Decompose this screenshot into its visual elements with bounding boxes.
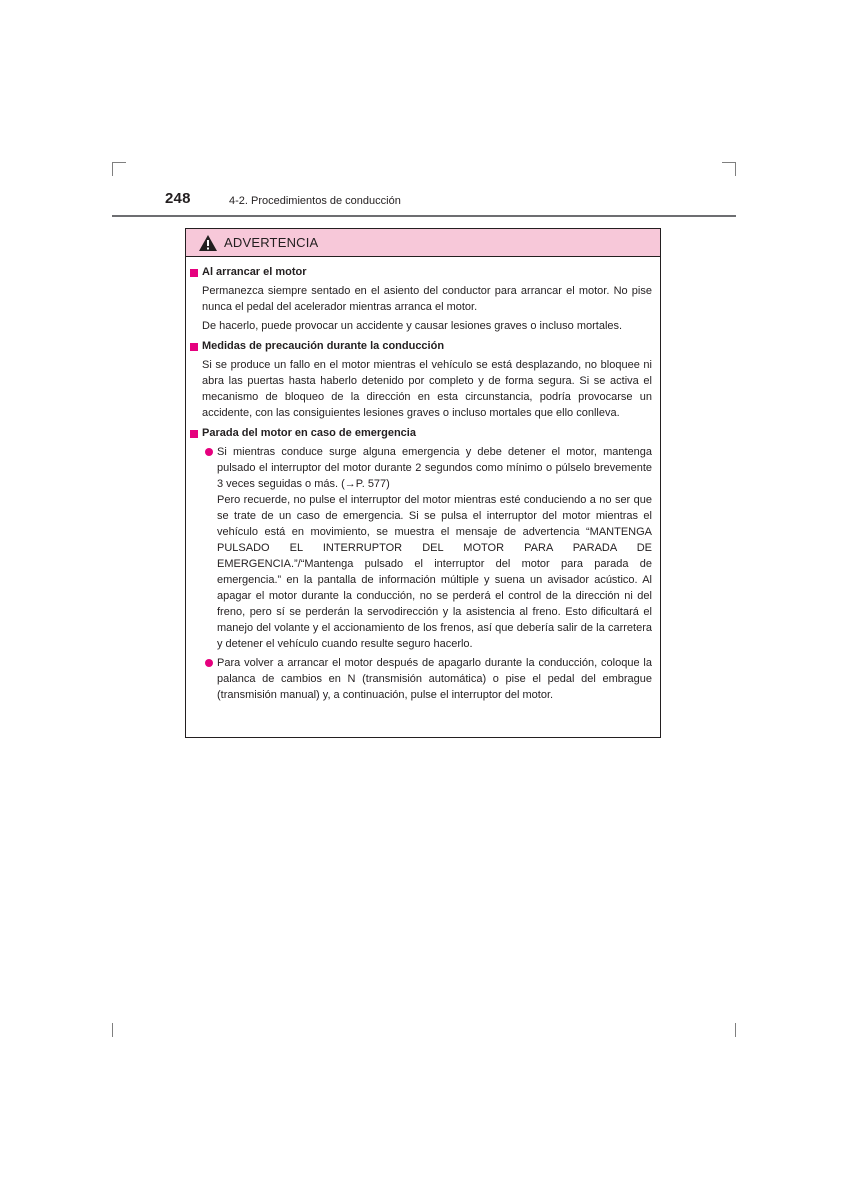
crop-mark-top-left-horizontal (112, 162, 126, 163)
page-number: 248 (165, 190, 191, 207)
section-title: 4-2. Procedimientos de conducción (229, 195, 401, 207)
bullet-item (202, 444, 652, 652)
square-bullet-icon (190, 343, 198, 351)
round-bullet-icon (205, 448, 213, 456)
section-heading (190, 265, 652, 280)
square-bullet-icon (190, 269, 198, 277)
crop-mark-top-left-vertical (112, 162, 113, 176)
header-rule (112, 215, 736, 217)
warning-title: ADVERTENCIA (224, 235, 319, 250)
crop-mark-bottom-right-vertical (735, 1023, 736, 1037)
warning-section-start (190, 265, 652, 334)
bullet-body (217, 444, 652, 652)
square-bullet-icon (190, 430, 198, 438)
crop-mark-top-right-horizontal (722, 162, 736, 163)
paragraph: Permanezca siempre sentado en el asiento del conductor para arrancar el motor. No pise nunca el pedal del acelerador mientras arranca el motor. (202, 285, 652, 313)
section-heading-text: Medidas de precaución durante la conducción (202, 340, 445, 352)
paragraph: Pero recuerde, no pulse el interruptor del motor mientras esté conduciendo a no ser que se trate de un caso de emergencia. Si se pulsa el interruptor del motor mientras el vehículo está en movimiento, se muestra el mensaje de advertencia “MANTENGA PULSADO EL INTERRUPTOR DEL MOTOR PARA PARADA DE EMERGENCIA.”/“Mantenga pulsado el interruptor del motor para parada de emergencia.” en la pantalla de información múltiple y suena un avisador acústico. Al apagar el motor durante la conducción, no se perderá el control de la dirección ni del freno, pero sí se perderán la servodirección y la asistencia al freno. Esto dificultará el manejo del volante y el accionamiento de los frenos, así que debería salir de la carretera y detener el vehículo cuando resulte seguro hacerlo. (217, 494, 652, 650)
crop-mark-bottom-left-vertical (112, 1023, 113, 1037)
warning-section-emergency-stop (190, 426, 652, 703)
section-heading-text: Al arrancar el motor (202, 266, 307, 278)
warning-header (186, 229, 660, 257)
bullet-item (202, 655, 652, 703)
warning-box (185, 228, 661, 738)
section-heading (190, 339, 652, 354)
paragraph: Si se produce un fallo en el motor mientras el vehículo se está desplazando, no bloquee ni abra las puertas hasta haberlo detenido por completo y de forma segura. Si se activa el mecanismo de bloqueo de la dirección en esta circunstancia, podría provocarse un accidente, con las consiguientes lesiones graves o incluso mortales que ello conlleva. (202, 359, 652, 419)
warning-triangle-icon (198, 234, 218, 252)
round-bullet-icon (205, 659, 213, 667)
warning-body (186, 257, 660, 703)
bullet-body (217, 655, 652, 703)
crop-mark-top-right-vertical (735, 162, 736, 176)
paragraph: De hacerlo, puede provocar un accidente y causar lesiones graves o incluso mortales. (202, 320, 623, 332)
paragraph: Si mientras conduce surge alguna emergencia y debe detener el motor, mantenga pulsado el interruptor del motor durante 2 segundos como mínimo o púlselo brevemente 3 veces seguidas o más. (→P. 577) (217, 446, 652, 490)
section-heading (190, 426, 652, 441)
paragraph: Para volver a arrancar el motor después de apagarlo durante la conducción, coloque la palanca de cambios en N (transmisión automática) o pise el pedal del embrague (transmisión manual) y, a continuación, pulse el interruptor del motor. (217, 657, 652, 701)
section-heading-text: Parada del motor en caso de emergencia (202, 427, 416, 439)
warning-section-driving (190, 339, 652, 421)
